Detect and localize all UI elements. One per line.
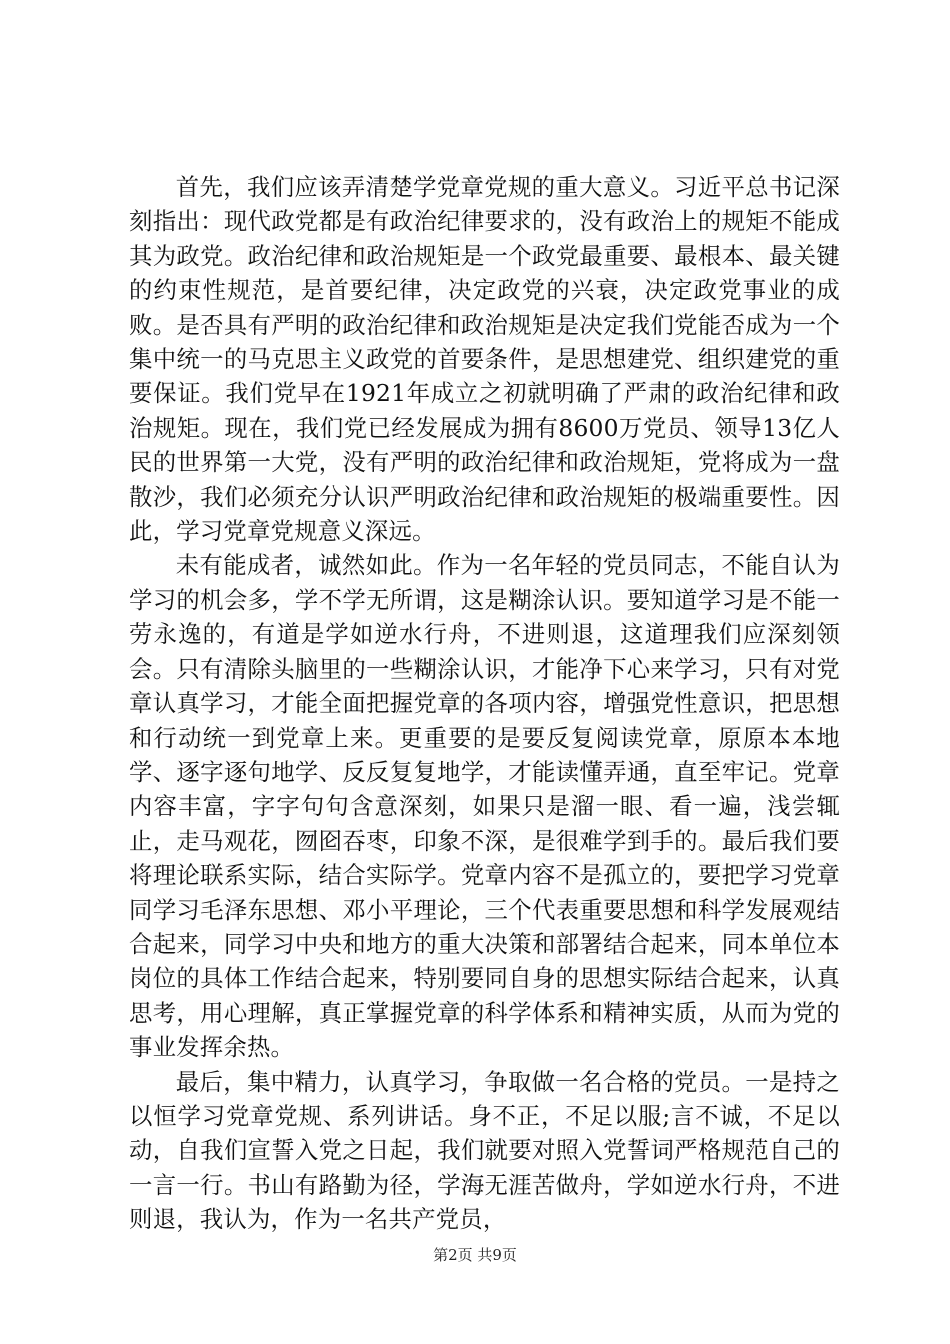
page-number-label: 第2页 共9页: [433, 1246, 517, 1264]
page-footer: [0, 1244, 950, 1265]
paragraph-study-attitude: 未有能成者，诚然如此。作为一名年轻的党员同志，不能自认为学习的机会多，学不学无所谓，这是糊涂认识。要知道学习是不能一劳永逸的，有道是学如逆水行舟，不进则退，这道理我们应深刻领会。只有清除头脑里的一些糊涂认识，才能净下心来学习，只有对党章认真学习，才能全面把握党章的各项内容，增强党性意识，把思想和行动统一到党章上来。更重要的是要反复阅读党章，原原本本地学、逐字逐句地学、反反复复地学，才能读懂弄通，直至牢记。党章内容丰富，字字句句含意深刻，如果只是溜一眼、看一遍，浅尝辄止，走马观花，囫囵吞枣，印象不深，是很难学到手的。最后我们要将理论联系实际，结合实际学。党章内容不是孤立的，要把学习党章同学习毛泽东思想、邓小平理论，三个代表重要思想和科学发展观结合起来，同学习中央和地方的重大决策和部署结合起来，同本单位本岗位的具体工作结合起来，特别要同自身的思想实际结合起来，认真思考，用心理解，真正掌握党章的科学体系和精神实质，从而为党的事业发挥余热。: [129, 551, 840, 1062]
document-body: [129, 170, 840, 1237]
paragraph-qualified-member: 最后，集中精力，认真学习，争取做一名合格的党员。一是持之以恒学习党章党规、系列讲话。身不正，不足以服;言不诚，不足以动，自我们宣誓入党之日起，我们就要对照入党誓词严格规范自己的一言一行。书山有路勤为径，学海无涯苦做舟，学如逆水行舟，不进则退，我认为，作为一名共产党员，: [129, 1067, 840, 1234]
paragraph-significance: 首先，我们应该弄清楚学党章党规的重大意义。习近平总书记深刻指出：现代政党都是有政治纪律要求的，没有政治上的规矩不能成其为政党。政治纪律和政治规矩是一个政党最重要、最根本、最关键的约束性规范，是首要纪律，决定政党的兴衰，决定政党事业的成败。是否具有严明的政治纪律和政治规矩是决定我们党能否成为一个集中统一的马克思主义政党的首要条件，是思想建党、组织建党的重要保证。我们党早在1921年成立之初就明确了严肃的政治纪律和政治规矩。现在，我们党已经发展成为拥有8600万党员、领导13亿人民的世界第一大党，没有严明的政治纪律和政治规矩，党将成为一盘散沙，我们必须充分认识严明政治纪律和政治规矩的极端重要性。因此，学习党章党规意义深远。: [129, 173, 840, 546]
